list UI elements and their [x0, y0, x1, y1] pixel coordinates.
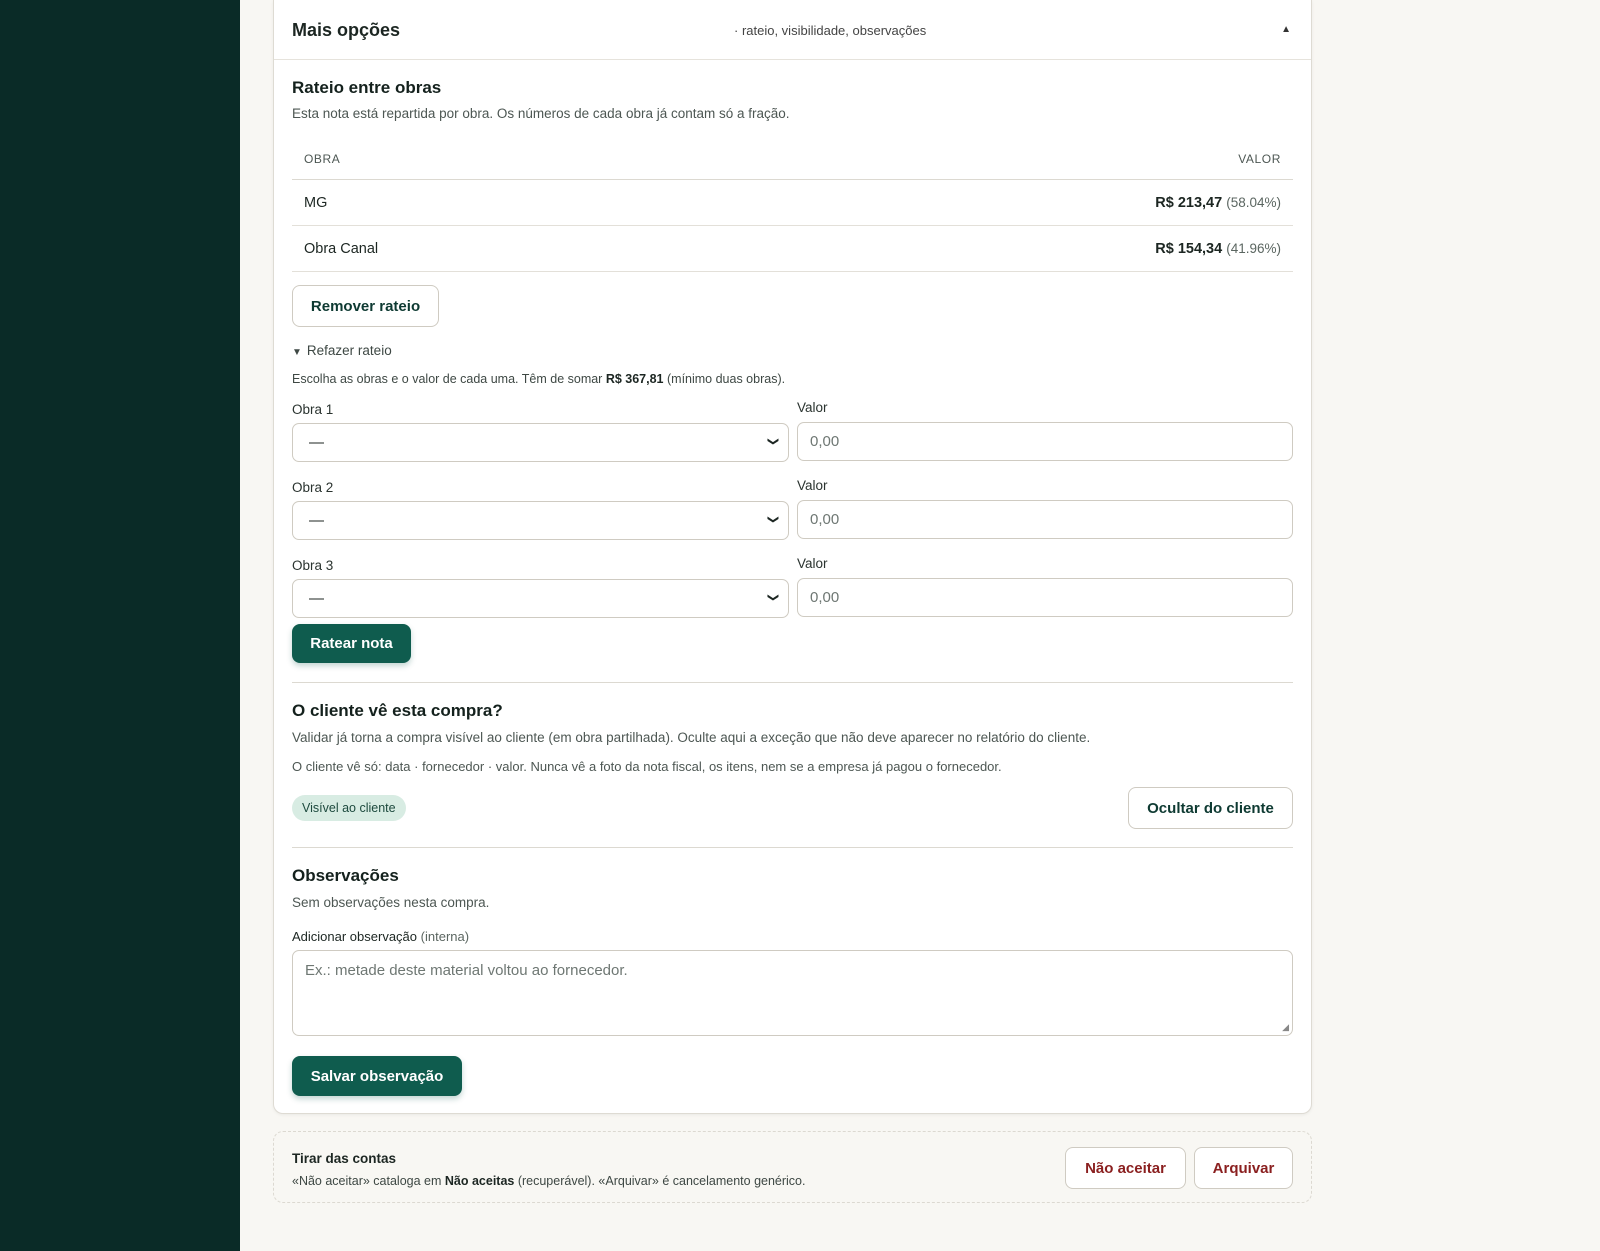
- ratear-nota-button[interactable]: Ratear nota: [292, 624, 411, 663]
- rateio-title: Rateio entre obras: [292, 78, 442, 97]
- remove-rateio-button[interactable]: Remover rateio: [292, 285, 439, 327]
- row-obra: MG: [304, 195, 328, 211]
- obra-3-select[interactable]: [292, 579, 789, 618]
- observation-placeholder: Ex.: metade deste material voltou ao fornecedor.: [305, 962, 628, 979]
- obra-3-selected: —: [309, 590, 324, 607]
- helper-prefix: Escolha as obras e o valor de cada uma. Têm de somar: [292, 372, 606, 386]
- obra-2-selected: —: [309, 512, 324, 529]
- valor-2-input[interactable]: [797, 500, 1293, 539]
- row-amount: R$ 154,34: [1155, 241, 1223, 257]
- disclosure-triangle-icon: ▼: [292, 347, 302, 358]
- observation-textarea[interactable]: [292, 950, 1293, 1036]
- redo-helper-text: [292, 372, 785, 386]
- panel-hint: · rateio, visibilidade, observações: [734, 23, 927, 38]
- row-obra: Obra Canal: [304, 241, 379, 257]
- visibility-title: O cliente vê esta compra?: [292, 701, 503, 720]
- more-options-panel: [273, 0, 1312, 1114]
- redo-rateio-label: Refazer rateio: [306, 343, 392, 358]
- column-valor: VALOR: [1238, 152, 1281, 166]
- collapse-caret-icon[interactable]: ▲: [1281, 24, 1291, 35]
- valor-3-label: Valor: [797, 556, 828, 571]
- valor-3-input[interactable]: [797, 578, 1293, 617]
- obra-1-label: Obra 1: [292, 402, 334, 417]
- footer-text-prefix: «Não aceitar» cataloga em: [292, 1174, 445, 1188]
- row-amount: R$ 213,47: [1155, 195, 1223, 211]
- add-observation-label: [292, 929, 469, 944]
- footer-text-suffix: (recuperável). «Arquivar» é cancelamento genérico.: [514, 1174, 806, 1188]
- chevron-down-icon: ❯: [766, 436, 779, 447]
- reject-button[interactable]: Não aceitar: [1065, 1147, 1186, 1189]
- valor-1-label: Valor: [797, 400, 828, 415]
- section-divider: [292, 847, 1293, 848]
- valor-1-input[interactable]: [797, 422, 1293, 461]
- observations-title: Observações: [292, 866, 399, 885]
- rateio-description: Esta nota está repartida por obra. Os números de cada obra já contam só a fração.: [292, 106, 790, 121]
- table-header: [292, 138, 1293, 180]
- save-observation-button[interactable]: Salvar observação: [292, 1056, 462, 1096]
- add-observation-hint: (interna): [420, 929, 470, 944]
- panel-header[interactable]: [274, 0, 1311, 60]
- archive-button[interactable]: Arquivar: [1194, 1147, 1293, 1189]
- resize-handle-icon[interactable]: ◢: [1282, 1022, 1289, 1032]
- section-divider: [292, 682, 1293, 683]
- panel-title: Mais opções: [292, 20, 401, 40]
- remove-from-accounts-card: [273, 1131, 1312, 1203]
- footer-title: Tirar das contas: [292, 1151, 397, 1166]
- obra-2-select[interactable]: [292, 501, 789, 540]
- row-percent: (58.04%): [1226, 195, 1281, 210]
- valor-3-placeholder: 0,00: [810, 589, 840, 606]
- visibility-description: Validar já torna a compra visível ao cliente (em obra partilhada). Oculte aqui a exceção que não deve aparecer no relatório do cliente.: [292, 730, 1091, 745]
- column-obra: OBRA: [304, 152, 341, 166]
- observations-empty: Sem observações nesta compra.: [292, 895, 490, 910]
- valor-2-label: Valor: [797, 478, 828, 493]
- rateio-table: [292, 138, 1293, 272]
- table-row: [292, 226, 1293, 272]
- row-valor: [1155, 241, 1281, 257]
- add-observation-text: Adicionar observação: [292, 929, 418, 944]
- row-percent: (41.96%): [1226, 241, 1281, 256]
- obra-2-label: Obra 2: [292, 480, 334, 495]
- row-valor: [1155, 195, 1281, 211]
- visibility-note: O cliente vê só: data · fornecedor · valor. Nunca vê a foto da nota fiscal, os itens, nem se a empresa já pagou o fornecedor.: [292, 759, 1002, 774]
- valor-1-placeholder: 0,00: [810, 433, 840, 450]
- obra-1-selected: —: [309, 434, 324, 451]
- helper-suffix: (mínimo duas obras).: [663, 372, 786, 386]
- chevron-down-icon: ❯: [766, 592, 779, 603]
- helper-total: R$ 367,81: [605, 372, 664, 386]
- sidebar: [0, 0, 240, 1251]
- status-badge: Visível ao cliente: [292, 795, 406, 821]
- footer-text-bold: Não aceitas: [444, 1174, 515, 1188]
- obra-1-select[interactable]: [292, 423, 789, 462]
- footer-text: [292, 1174, 806, 1188]
- table-row: [292, 180, 1293, 226]
- hide-from-client-button[interactable]: Ocultar do cliente: [1128, 787, 1293, 829]
- obra-3-label: Obra 3: [292, 558, 334, 573]
- redo-rateio-toggle[interactable]: [292, 343, 392, 358]
- valor-2-placeholder: 0,00: [810, 511, 840, 528]
- chevron-down-icon: ❯: [766, 514, 779, 525]
